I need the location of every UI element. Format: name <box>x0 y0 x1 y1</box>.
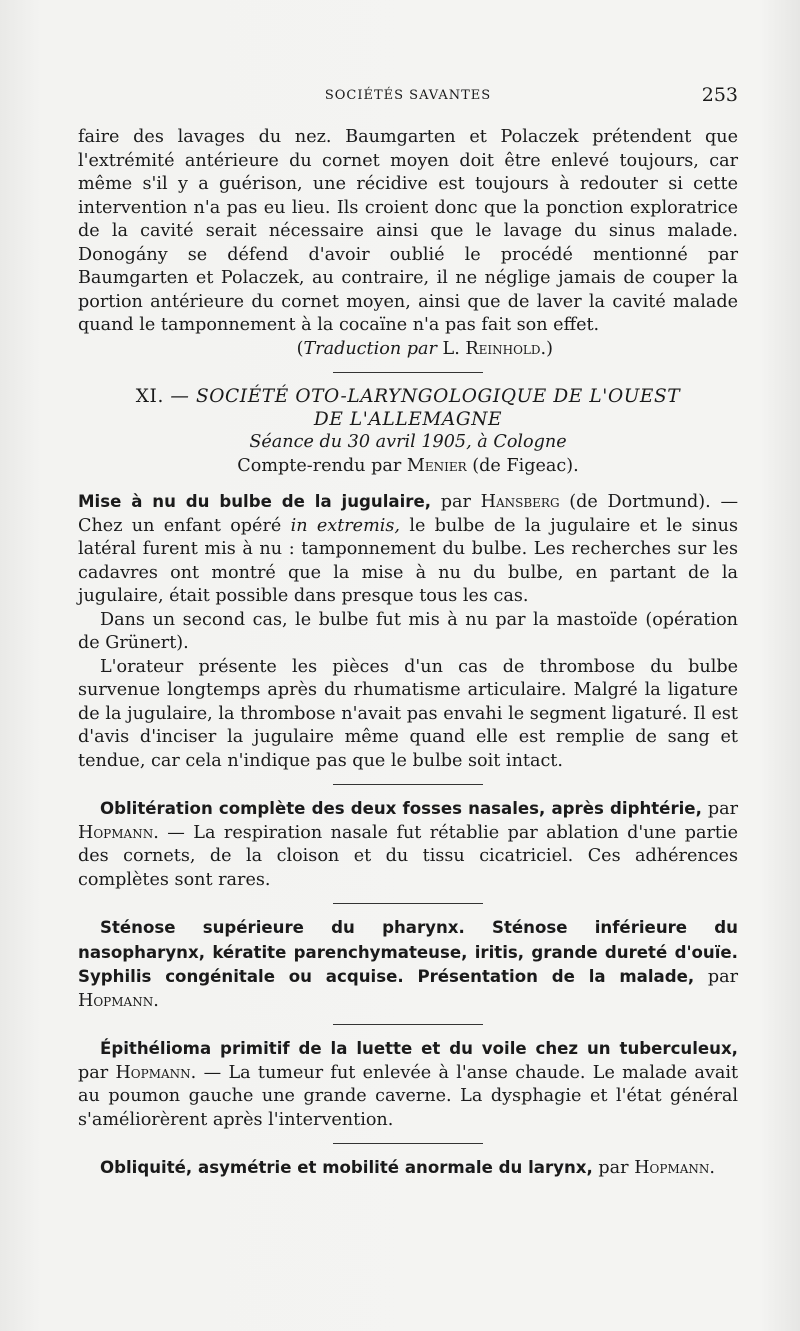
reporter-place: (de Figeac). <box>472 455 579 476</box>
report-line <box>78 455 738 479</box>
section-title-line2: DE L'ALLEMAGNE <box>313 409 503 430</box>
article-3-author: Hopmann. <box>78 990 159 1011</box>
article-2-text: — La respiration nasale fut rétablie par ablation d'une partie des cornets, de la cloison et du tissu cicatriciel. Ces adhérences complètes sont rares. <box>78 822 738 890</box>
article-4-title: Épithélioma primitif de la luette et du voile chez un tuberculeux, <box>100 1039 738 1058</box>
separator-rule <box>333 903 483 904</box>
translator-name: L. Reinhold <box>442 338 541 359</box>
article-5-author-prefix: par <box>598 1158 629 1178</box>
article-1-author: Hansberg <box>480 492 560 512</box>
page-body <box>78 126 738 1181</box>
reporter-name: Menier <box>406 455 467 476</box>
section-title <box>78 385 738 431</box>
separator-rule <box>333 372 483 373</box>
page-header <box>78 84 738 110</box>
translation-prefix: Traduction par <box>303 338 437 359</box>
article-1-text-italic: in extremis, <box>290 515 401 536</box>
translation-credit: (Traduction par L. Reinhold.) <box>296 338 553 359</box>
article-1 <box>78 490 738 609</box>
article-5-title: Obliquité, asymétrie et mobilité anormale du larynx, <box>100 1158 593 1177</box>
section-title-line1: — SOCIÉTÉ OTO-LARYNGOLOGIQUE DE L'OUEST <box>170 386 681 407</box>
article-2-title: Oblitération complète des deux fosses nasales, après diphtérie, <box>100 799 702 818</box>
article-2-author: Hopmann. <box>78 822 159 843</box>
article-4-text: — La tumeur fut enlevée à l'anse chaude. Le malade avait au poumon gauche une grande caverne. La dysphagie et l'état général s'améliorèrent après l'intervention. <box>78 1062 739 1130</box>
article-1-author-suffix: (de Dortmund). <box>569 492 711 512</box>
session-line: Séance du 30 avril 1905, à Cologne <box>249 432 567 452</box>
intro-paragraph: faire des lavages du nez. Baumgarten et Polaczek prétendent que l'extrémité antérieure du cornet moyen doit être enlevé toujours, car même s'il y a guérison, une récidive est toujours à redouter si cette intervention n'a pas eu lieu. Ils croient donc que la ponction exploratrice de la cavité serait nécessaire ainsi que le lavage du sinus malade. Donogány se défend d'avoir oublié le procédé mentionné par Baumgarten et Polaczek, au contraire, il ne néglige jamais de couper la portion antérieure du cornet moyen, ainsi que de laver la cavité malade quand le tamponnement à la cocaïne n'a pas fait son effet. <box>78 127 738 335</box>
article-1-paragraph-3: L'orateur présente les pièces d'un cas de thrombose du bulbe survenue longtemps après du rhumatisme articulaire. Malgré la ligature de la jugulaire, la thrombose n'avait pas envahi le segment ligaturé. Il est d'avis d'inciser la jugulaire même quand elle est remplie de sang et tendue, car cela n'indique pas que le bulbe soit intact. <box>78 656 738 771</box>
article-4-author-prefix: par <box>78 1062 109 1083</box>
section-number: XI. <box>135 386 164 407</box>
article-2 <box>78 797 738 892</box>
article-2-author-prefix: par <box>707 799 738 819</box>
separator-rule <box>333 1143 483 1144</box>
article-3 <box>78 916 738 1013</box>
article-1-author-prefix: par <box>440 492 471 512</box>
article-5 <box>78 1156 738 1181</box>
page-number: 253 <box>701 84 738 106</box>
article-3-title: Sténose supérieure du pharynx. Sténose inférieure du nasopharynx, kératite parenchymateuse, iritis, grande dureté d'ouïe. Syphilis congénitale ou acquise. Présentation de la malade, <box>78 918 738 986</box>
article-5-author: Hopmann. <box>634 1158 715 1178</box>
article-1-text-b: le bulbe de la jugulaire et le sinus latéral furent mis à nu : tamponnement du bulbe. Les recherches sur les cadavres ont montré que la mise à nu du bulbe, en partant de la jugulaire, était possible dans presque tous les cas. <box>78 515 739 606</box>
separator-rule <box>333 784 483 785</box>
article-1-title: Mise à nu du bulbe de la jugulaire, <box>78 492 432 511</box>
article-1-text-a: — Chez un enfant opéré <box>78 492 739 536</box>
running-title: SOCIÉTÉS SAVANTES <box>324 88 492 103</box>
separator-rule <box>333 1024 483 1025</box>
article-4-author: Hopmann. <box>115 1062 197 1083</box>
article-1-paragraph-2: Dans un second cas, le bulbe fut mis à nu par la mastoïde (opération de Grünert). <box>78 609 738 653</box>
report-prefix: Compte-rendu par <box>237 455 402 476</box>
article-4 <box>78 1037 738 1132</box>
article-3-author-prefix: par <box>707 967 738 987</box>
